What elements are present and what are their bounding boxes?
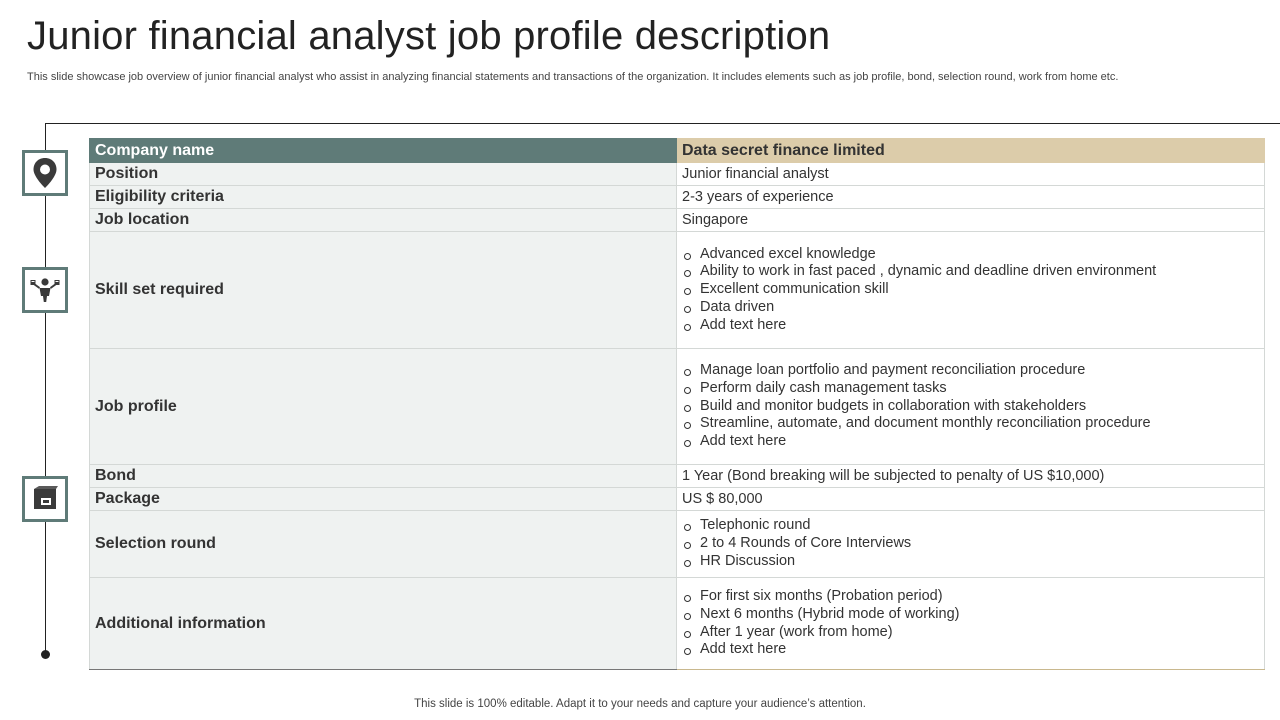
list-item: Manage loan portfolio and payment reconciliation procedure <box>682 362 1264 380</box>
table-row <box>90 488 1265 511</box>
list-item: Data driven <box>682 299 1264 317</box>
table-row <box>90 465 1265 488</box>
selection-list <box>682 517 1264 570</box>
list-item: Excellent communication skill <box>682 281 1264 299</box>
row-value: Singapore <box>677 209 1265 232</box>
row-value <box>677 349 1265 465</box>
header-label: Company name <box>90 139 677 163</box>
list-item: Advanced excel knowledge <box>682 246 1264 264</box>
job-profile-list <box>682 362 1264 451</box>
footer-note: This slide is 100% editable. Adapt it to your needs and capture your audience’s attention. <box>414 698 866 710</box>
header-value: Data secret finance limited <box>677 139 1265 163</box>
row-label: Selection round <box>90 511 677 578</box>
page-title: Junior financial analyst job profile description <box>27 14 831 58</box>
row-value <box>677 232 1265 349</box>
list-item: For first six months (Probation period) <box>682 588 1264 606</box>
list-item: Streamline, automate, and document monthly reconciliation procedure <box>682 415 1264 433</box>
row-label: Bond <box>90 465 677 488</box>
row-label: Job profile <box>90 349 677 465</box>
table-row <box>90 511 1265 578</box>
list-item: Add text here <box>682 433 1264 451</box>
table-row <box>90 163 1265 186</box>
list-item: HR Discussion <box>682 553 1264 571</box>
list-item: 2 to 4 Rounds of Core Interviews <box>682 535 1264 553</box>
additional-info-list <box>682 588 1264 659</box>
timeline-vertical-line <box>45 123 46 655</box>
skills-list <box>682 246 1264 335</box>
table-row <box>90 209 1265 232</box>
list-item: Perform daily cash management tasks <box>682 380 1264 398</box>
location-pin-icon <box>22 150 68 196</box>
row-value <box>677 511 1265 578</box>
list-item: Add text here <box>682 317 1264 335</box>
row-value: 2-3 years of experience <box>677 186 1265 209</box>
row-label: Eligibility criteria <box>90 186 677 209</box>
table-row <box>90 232 1265 349</box>
list-item: Telephonic round <box>682 517 1264 535</box>
list-item: Ability to work in fast paced , dynamic and deadline driven environment <box>682 263 1264 281</box>
list-item: After 1 year (work from home) <box>682 624 1264 642</box>
row-value <box>677 578 1265 670</box>
job-profile-table <box>89 138 1265 670</box>
list-item: Next 6 months (Hybrid mode of working) <box>682 606 1264 624</box>
list-item: Add text here <box>682 641 1264 659</box>
row-label: Skill set required <box>90 232 677 349</box>
row-label: Additional information <box>90 578 677 670</box>
list-item: Build and monitor budgets in collaboration with stakeholders <box>682 398 1264 416</box>
row-value: 1 Year (Bond breaking will be subjected to penalty of US $10,000) <box>677 465 1265 488</box>
timeline-top-line <box>45 123 1280 124</box>
row-label: Package <box>90 488 677 511</box>
timeline-end-dot <box>41 650 50 659</box>
table-header-row <box>90 139 1265 163</box>
page-subtitle: This slide showcase job overview of junior financial analyst who assist in analyzing financial statements and transactions of the organization. It includes elements such as job profile, bond, selection round, work from home etc. <box>27 71 1119 83</box>
table-row <box>90 349 1265 465</box>
row-value: Junior financial analyst <box>677 163 1265 186</box>
cube-box-icon <box>22 476 68 522</box>
person-with-money-icon <box>22 267 68 313</box>
row-value: US $ 80,000 <box>677 488 1265 511</box>
table-row <box>90 186 1265 209</box>
row-label: Position <box>90 163 677 186</box>
table-row <box>90 578 1265 670</box>
row-label: Job location <box>90 209 677 232</box>
